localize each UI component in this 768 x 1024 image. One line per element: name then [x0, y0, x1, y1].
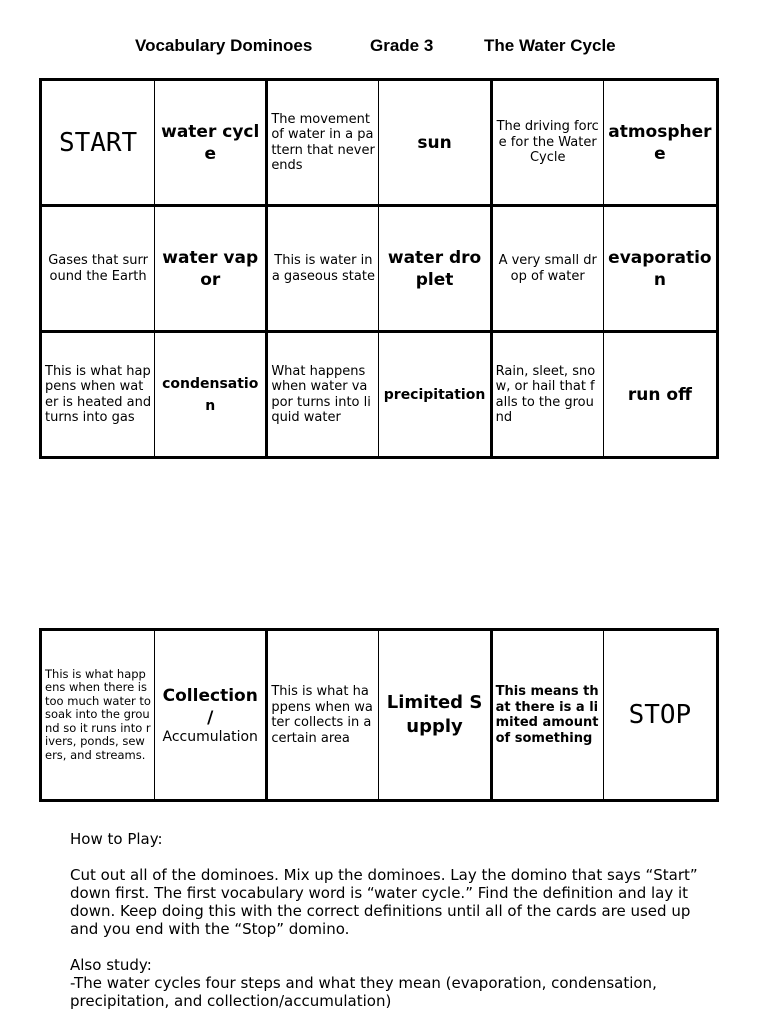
domino-cell-term: water droplet	[379, 206, 491, 332]
domino-cell-definition: The driving force for the Water Cycle	[491, 80, 603, 206]
domino-cell-definition: A very small drop of water	[491, 206, 603, 332]
topic-title: The Water Cycle	[484, 36, 616, 55]
instructions	[70, 830, 710, 1010]
instructions-heading: How to Play:	[70, 830, 163, 848]
domino-cell-definition: This means that there is a limited amount of something	[491, 630, 603, 801]
domino-grid-top	[39, 78, 719, 459]
domino-cell-term: water cycle	[155, 80, 267, 206]
domino-cell-definition: This is what happens when water is heated and turns into gas	[41, 332, 155, 458]
domino-cell-definition: This is what happens when water collects in a certain area	[267, 630, 379, 801]
domino-cell-term: precipitation	[379, 332, 491, 458]
domino-cell-term: evaporation	[603, 206, 717, 332]
domino-cell-term: condensation	[155, 332, 267, 458]
instructions-body: Cut out all of the dominoes. Mix up the dominoes. Lay the domino that says “Start” down first. The first vocabulary word is “water cycle.” Find the definition and lay it down. Keep doing this with the correct definitions until all of the cards are used up and you end with the “Stop” domino.	[70, 866, 698, 938]
domino-cell-definition: Gases that surround the Earth	[41, 206, 155, 332]
domino-row	[41, 206, 718, 332]
also-study-item: -The water cycles four steps and what they mean (evaporation, condensation, precipitation, and collection/accumulation)	[70, 974, 657, 1010]
document-title: Vocabulary Dominoes	[135, 36, 313, 55]
domino-cell-term: Limited Supply	[379, 630, 491, 801]
domino-cell-definition: This is water in a gaseous state	[267, 206, 379, 332]
domino-cell-definition: Rain, sleet, snow, or hail that falls to the ground	[491, 332, 603, 458]
domino-cell-definition: This is what happens when there is too much water to soak into the ground so it runs into rivers, ponds, sewers, and streams.	[41, 630, 155, 801]
domino-cell-start: START	[41, 80, 155, 206]
also-study-heading: Also study:	[70, 956, 152, 974]
domino-cell-term: run off	[603, 332, 717, 458]
domino-cell-definition: The movement of water in a pattern that never ends	[267, 80, 379, 206]
domino-cell-term: water vapor	[155, 206, 267, 332]
domino-grid-bottom	[39, 628, 719, 802]
domino-row	[41, 80, 718, 206]
grade-label: Grade 3	[370, 36, 434, 55]
domino-row	[41, 630, 718, 801]
page-header	[0, 36, 768, 58]
domino-cell-stop: STOP	[603, 630, 717, 801]
domino-row	[41, 332, 718, 458]
domino-cell-definition: What happens when water vapor turns into liquid water	[267, 332, 379, 458]
domino-cell-term: Collection / Accumulation	[155, 630, 267, 801]
domino-cell-term: atmosphere	[603, 80, 717, 206]
domino-cell-term: sun	[379, 80, 491, 206]
